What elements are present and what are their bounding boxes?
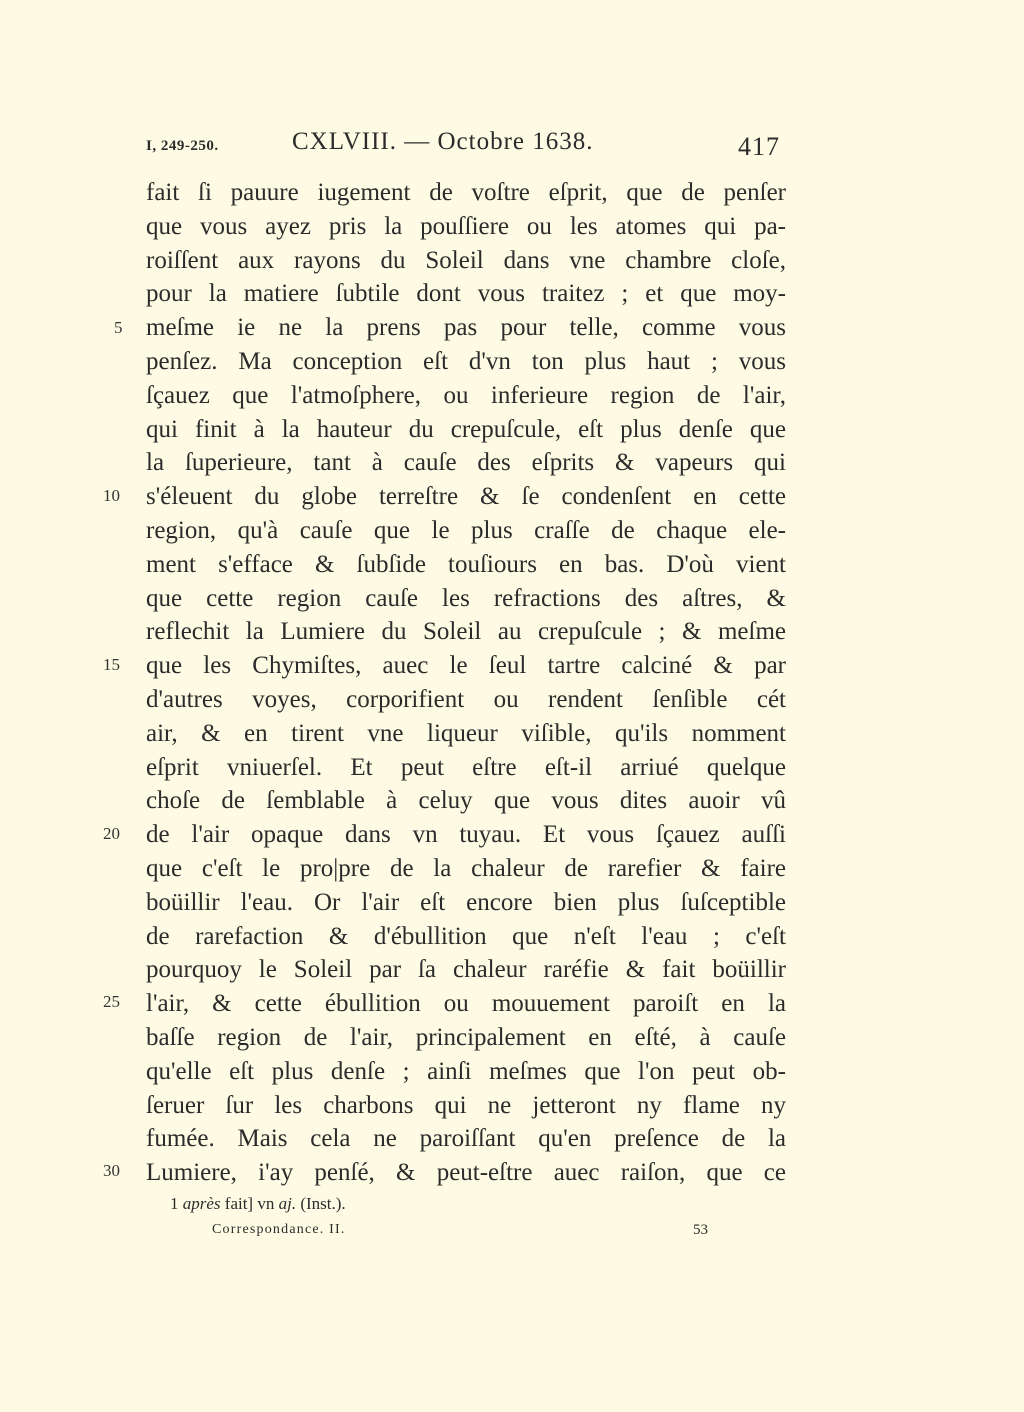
line-number-5: 5	[114, 318, 123, 337]
text-line: pour la matiere ſubtile dont vous traitez ; et que moy-	[146, 280, 786, 308]
text-line: ſeruer ſur les charbons qui ne jetteront ny flame ny	[146, 1091, 786, 1119]
text-line: reflechit la Lumiere du Soleil au crepuſcule ; & meſme	[146, 618, 786, 646]
text-line: ſçauez que l'atmoſphere, ou inferieure region de l'air,	[146, 381, 786, 409]
line-number-25: 25	[103, 992, 120, 1011]
footnote-number: 1	[170, 1194, 179, 1213]
text-line: de rarefaction & d'ébullition que n'eſt l'eau ; c'eſt	[146, 922, 786, 950]
text-line: choſe de ſemblable à celuy que vous dites auoir vû	[146, 787, 786, 815]
footnote-bracket: fait] vn	[224, 1194, 275, 1213]
text-line: qui finit à la hauteur du crepuſcule, eſt plus denſe que	[146, 415, 786, 443]
text-line: fait ſi pauure iugement de voſtre eſprit, que de penſer	[146, 179, 786, 206]
text-line: qu'elle eſt plus denſe ; ainſi meſmes que l'on peut ob-	[146, 1057, 786, 1085]
line-number-30: 30	[103, 1161, 120, 1180]
text-line: que c'eſt le pro|pre de la chaleur de rarefier & faire	[146, 854, 786, 882]
text-line: que vous ayez pris la pouſſiere ou les atomes qui pa-	[146, 212, 786, 240]
line-number-15: 15	[103, 655, 120, 674]
footnote-abbr: aj.	[278, 1194, 297, 1213]
text-line: boüillir l'eau. Or l'air eſt encore bien plus ſuſceptible	[146, 888, 786, 916]
footnote	[170, 1194, 346, 1214]
text-line: air, & en tirent vne liqueur viſible, qu'ils nomment	[146, 719, 786, 747]
text-body	[146, 176, 786, 1190]
footer-sheet-number: 53	[693, 1222, 708, 1238]
text-line: roiſſent aux rayons du Soleil dans vne chambre cloſe,	[146, 246, 786, 274]
text-line: Lumiere, i'ay penſé, & peut-eſtre auec raiſon, que ce	[146, 1159, 786, 1187]
text-line: que les Chymiſtes, auec le ſeul tartre calciné & par	[146, 652, 786, 680]
text-line: d'autres voyes, corporifient ou rendent ſenſible cét	[146, 685, 786, 713]
text-line: la ſuperieure, tant à cauſe des eſprits & vapeurs qui	[146, 449, 786, 477]
text-line: region, qu'à cauſe que le plus craſſe de chaque ele-	[146, 516, 786, 544]
header-reference: I, 249-250.	[146, 138, 219, 154]
footer-signature: Correspondance. II.	[212, 1222, 346, 1237]
text-line: pourquoy le Soleil par ſa chaleur raréfie & fait boüillir	[146, 956, 786, 984]
text-line: de l'air opaque dans vn tuyau. Et vous ſçauez auſſi	[146, 821, 786, 849]
text-line: meſme ie ne la prens pas pour telle, comme vous	[146, 314, 786, 342]
running-header	[0, 128, 1024, 168]
page-number: 417	[738, 132, 780, 161]
text-line: baſſe region de l'air, principalement en eſté, à cauſe	[146, 1023, 786, 1051]
text-line: ment s'efface & ſubſide touſiours en bas. D'où vient	[146, 550, 786, 578]
text-line: l'air, & cette ébullition ou mouuement paroiſt en la	[146, 990, 786, 1018]
text-line: s'éleuent du globe terreſtre & ſe condenſent en cette	[146, 483, 786, 511]
line-number-10: 10	[103, 486, 120, 505]
text-line: fumée. Mais cela ne paroiſſant qu'en preſence de la	[146, 1125, 786, 1153]
text-line: eſprit vniuerſel. Et peut eſtre eſt-il arriué quelque	[146, 753, 786, 781]
text-line: penſez. Ma conception eſt d'vn ton plus haut ; vous	[146, 347, 786, 375]
line-number-20: 20	[103, 824, 120, 843]
footnote-word: après	[182, 1194, 221, 1213]
header-title: CXLVIII. — Octobre 1638.	[292, 128, 594, 155]
text-line: que cette region cauſe les refractions des aſtres, &	[146, 584, 786, 612]
footnote-source: (Inst.).	[300, 1194, 346, 1213]
